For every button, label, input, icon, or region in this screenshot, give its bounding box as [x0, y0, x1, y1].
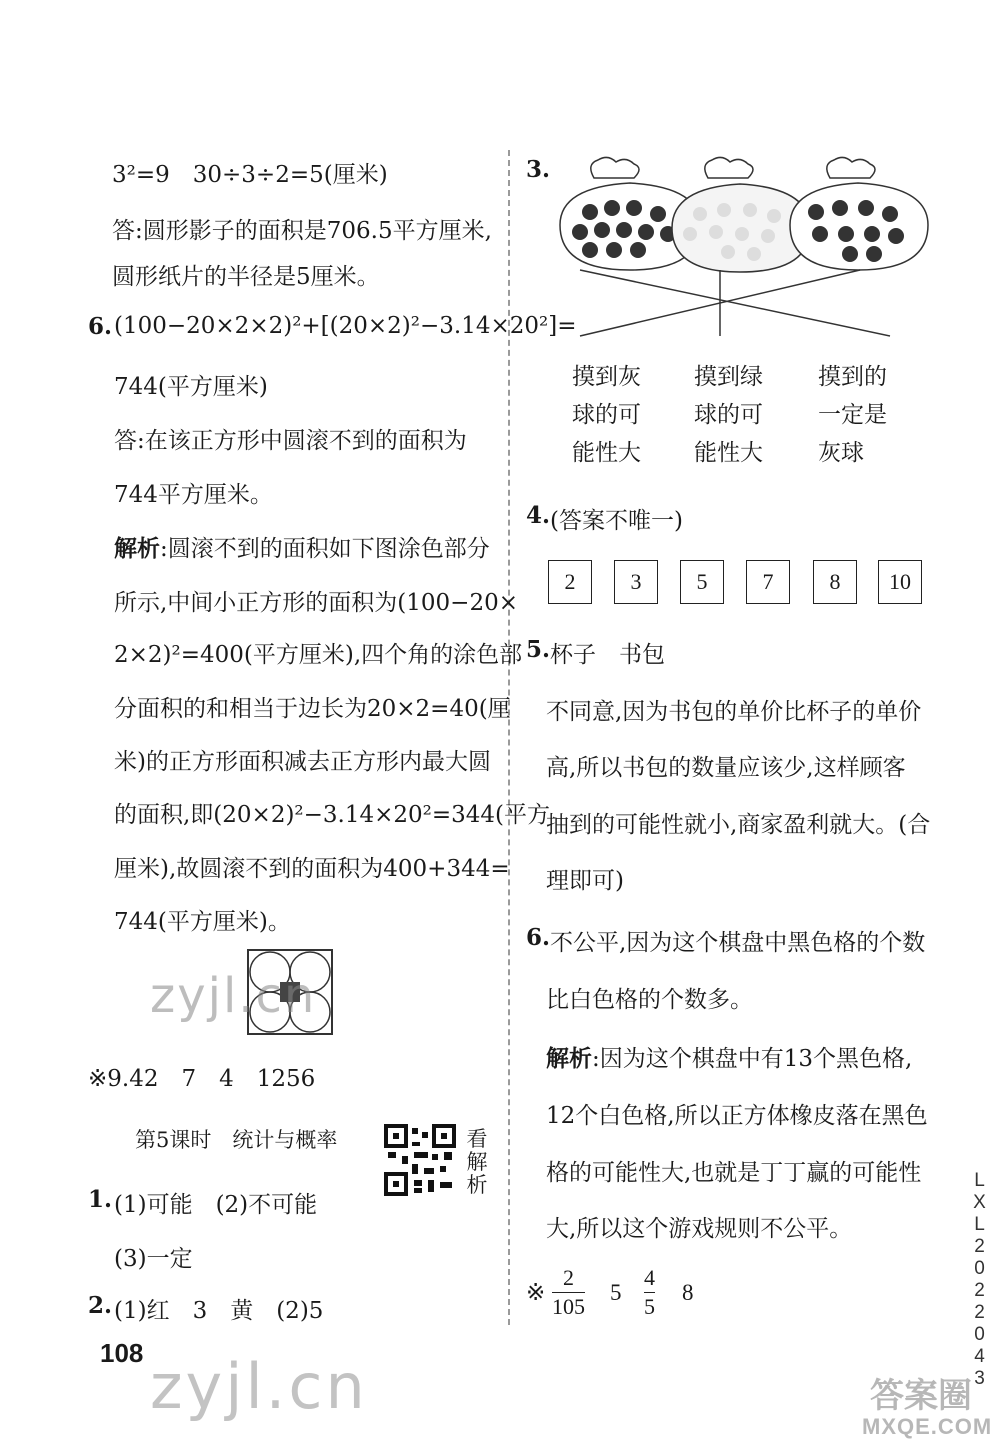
bag-label-line: 一定是	[818, 402, 887, 428]
side-code	[968, 1170, 992, 1390]
analysis-line: 格的可能性大,也就是丁丁赢的可能性	[546, 1160, 922, 1186]
side-code-char: 0	[974, 1258, 986, 1279]
watermark: MXQE.COM	[862, 1414, 993, 1439]
extra-answer: ※9.42 7 4 1256	[88, 1066, 316, 1092]
side-code-char: 3	[974, 1368, 986, 1389]
analysis-line: 大,所以这个游戏规则不公平。	[546, 1216, 853, 1242]
qr-label-char: 解	[466, 1150, 488, 1174]
bag-label-line: 球的可	[694, 402, 763, 428]
side-code-char: X	[973, 1192, 987, 1213]
extra-value: 8	[682, 1280, 694, 1305]
bag-label-line: 摸到绿	[694, 364, 763, 390]
answer-line: 圆形纸片的半径是5厘米。	[112, 264, 380, 290]
question-number: 3.	[526, 156, 551, 183]
result-line: 744(平方厘米)	[114, 374, 268, 400]
answer-line: 杯子 书包	[550, 642, 665, 668]
bag-label-line: 球的可	[572, 402, 641, 428]
fraction-denominator: 5	[644, 1294, 655, 1319]
bag-label-line: 能性大	[572, 440, 641, 466]
note: (答案不唯一)	[550, 508, 683, 534]
answer-line: 理即可)	[546, 868, 624, 894]
question-number: 6.	[526, 924, 551, 951]
bag-label-1	[572, 358, 641, 472]
bag-2	[672, 157, 810, 272]
side-code-char: 2	[974, 1302, 986, 1323]
qr-label	[464, 1128, 490, 1197]
number-box: 3	[614, 560, 658, 604]
bag-label-line: 摸到灰	[572, 364, 641, 390]
side-code-char: 4	[974, 1346, 986, 1367]
analysis-line: 12个白色格,所以正方体橡皮落在黑色	[546, 1103, 928, 1129]
fraction-bar	[552, 1292, 585, 1293]
side-code-char: 0	[974, 1324, 986, 1345]
answer-line: 比白色格的个数多。	[546, 987, 753, 1013]
analysis-text: :圆滚不到的面积如下图涂色部分	[160, 536, 490, 562]
answer-line: 不同意,因为书包的单价比杯子的单价	[546, 699, 922, 725]
bag-label-line: 灰球	[818, 440, 864, 466]
answer-line: 答:在该正方形中圆滚不到的面积为	[114, 428, 467, 454]
watermark: zyjl.cn	[150, 1350, 368, 1423]
analysis-label: 解析	[114, 535, 160, 562]
analysis-text: :因为这个棋盘中有13个黑色格,	[592, 1046, 913, 1072]
number-box: 2	[548, 560, 592, 604]
number-box: 8	[813, 560, 857, 604]
extra-prefix: ※	[526, 1280, 546, 1306]
page-number: 108	[100, 1338, 144, 1368]
calc-line: 3²=9 30÷3÷2=5(厘米)	[112, 162, 388, 188]
formula-line: (100−20×2×2)²+[(20×2)²−3.14×20²]=	[114, 313, 577, 339]
answer-line: 高,所以书包的数量应该少,这样顾客	[546, 755, 906, 781]
analysis-line	[546, 1040, 912, 1073]
number-box: 10	[878, 560, 922, 604]
side-code-char: 2	[974, 1236, 986, 1257]
answer-line: (1)红 3 黄 (2)5	[114, 1298, 324, 1324]
analysis-label: 解析	[546, 1045, 592, 1072]
fraction-2-105	[552, 1266, 585, 1319]
fraction-denominator: 105	[552, 1294, 585, 1319]
question-number: 6.	[88, 313, 113, 340]
side-code-chars	[968, 1170, 992, 1390]
analysis-line: 厘米),故圆滚不到的面积为400+344=	[114, 856, 510, 882]
qr-code-icon[interactable]	[384, 1124, 456, 1196]
question-number: 5.	[526, 636, 551, 663]
analysis-line: 所示,中间小正方形的面积为(100−20×	[114, 590, 518, 616]
bag-3	[790, 157, 928, 270]
answer-line: 744平方厘米。	[114, 482, 273, 508]
bag-label-2	[694, 358, 763, 472]
question-number: 4.	[526, 502, 551, 529]
analysis-line: 米)的正方形面积减去正方形内最大圆	[114, 749, 491, 775]
analysis-line: 2×2)²=400(平方厘米),四个角的涂色部	[114, 642, 523, 668]
extra-value: 5	[610, 1280, 622, 1305]
side-code-char: L	[974, 1214, 986, 1235]
fraction-numerator: 4	[644, 1265, 655, 1290]
watermark: zyjl.cn	[150, 968, 317, 1024]
analysis-line: 分面积的和相当于边长为20×2=40(厘	[114, 696, 511, 722]
bags-figure	[550, 150, 990, 350]
fraction-bar	[644, 1292, 655, 1293]
qr-label-char: 看	[466, 1127, 488, 1151]
analysis-line	[114, 530, 490, 563]
analysis-line: 的面积,即(20×2)²−3.14×20²=344(平方	[114, 802, 551, 828]
answer-line: 答:圆形影子的面积是706.5平方厘米,	[112, 218, 492, 244]
side-code-char: L	[974, 1170, 986, 1191]
answer-line: 不公平,因为这个棋盘中黑色格的个数	[550, 930, 926, 956]
bag-label-line: 摸到的	[818, 364, 887, 390]
answer-line: (1)可能 (2)不可能	[114, 1192, 318, 1218]
number-box: 5	[680, 560, 724, 604]
fraction-numerator: 2	[563, 1265, 574, 1290]
fraction-4-5	[644, 1266, 655, 1319]
analysis-line: 744(平方厘米)。	[114, 909, 291, 935]
answer-line: 抽到的可能性就小,商家盈利就大。(合	[546, 812, 931, 838]
answer-line: (3)一定	[114, 1246, 193, 1272]
side-code-char: 2	[974, 1280, 986, 1301]
number-box: 7	[746, 560, 790, 604]
qr-label-char: 析	[466, 1173, 488, 1197]
lesson-title: 第5课时 统计与概率	[135, 1128, 338, 1152]
question-number: 1.	[88, 1186, 113, 1213]
bag-label-3	[818, 358, 887, 472]
bag-label-line: 能性大	[694, 440, 763, 466]
watermark: 答案圈	[870, 1376, 972, 1416]
question-number: 2.	[88, 1292, 113, 1319]
